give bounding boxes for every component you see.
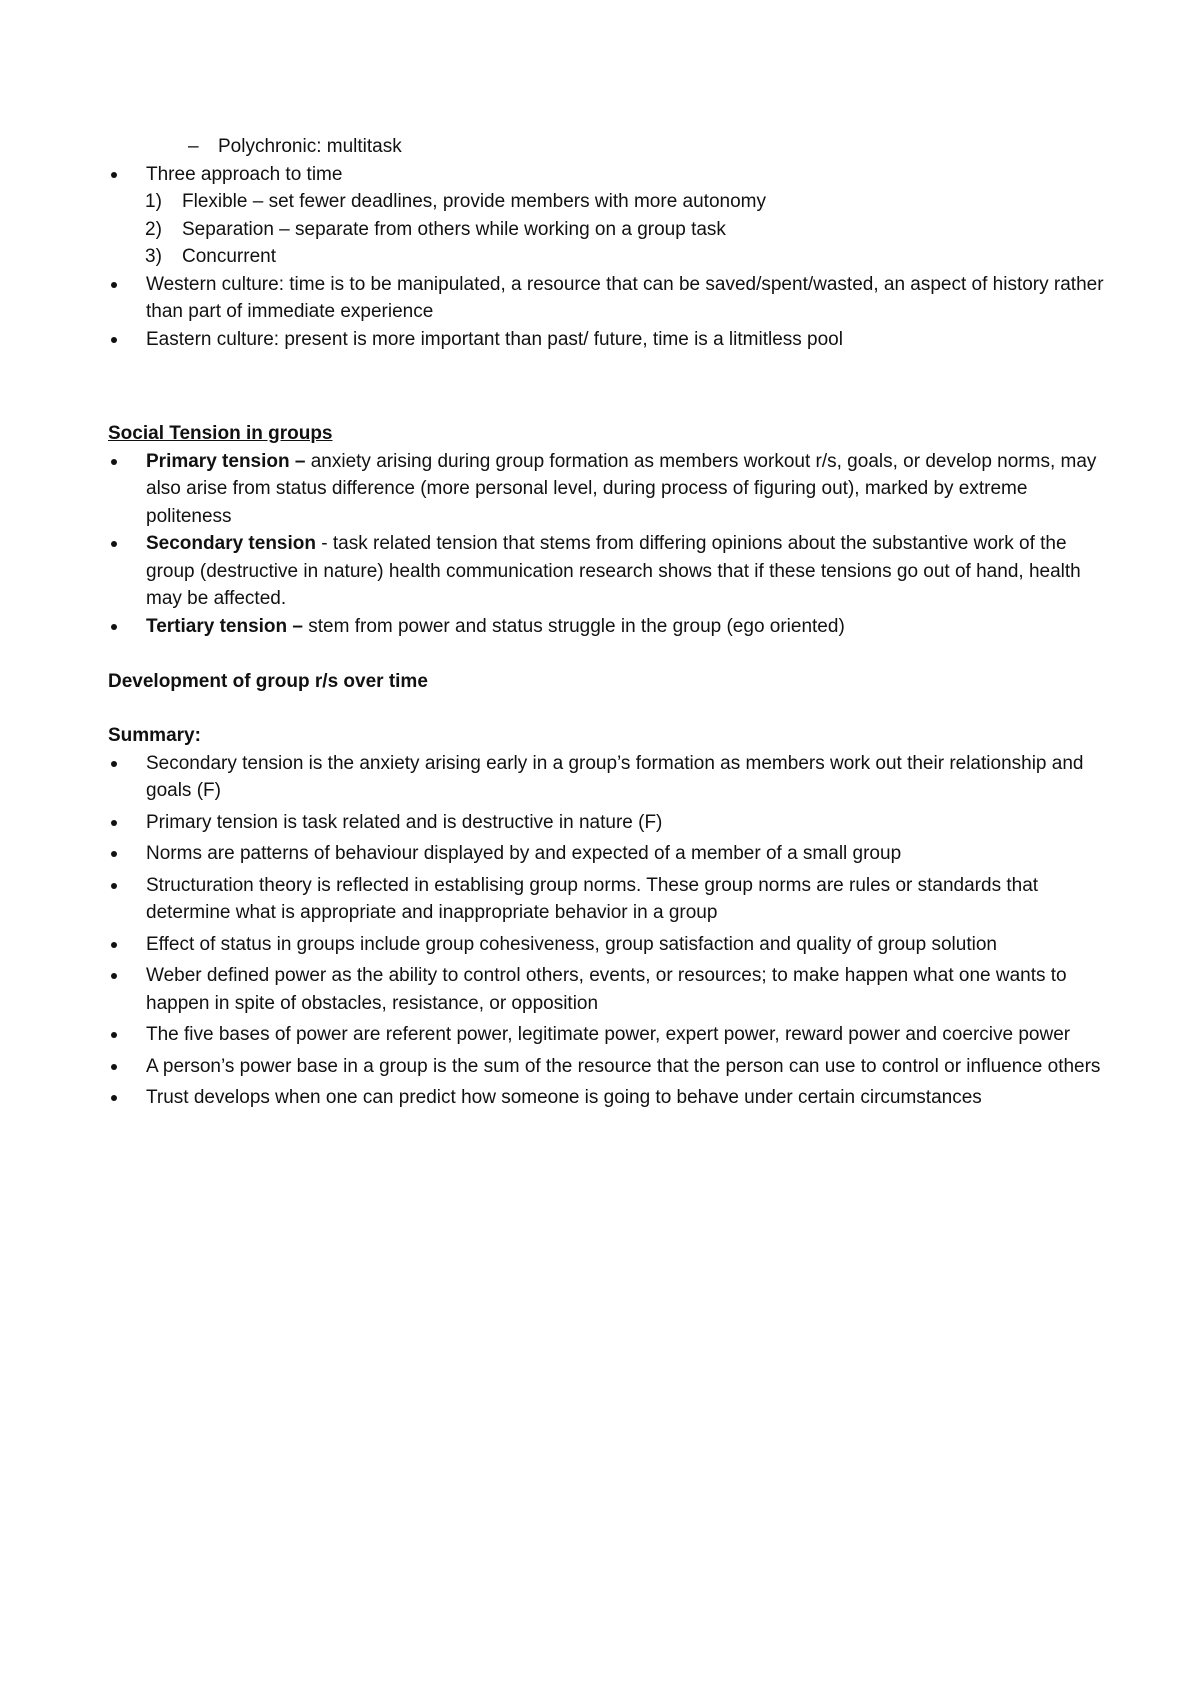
dash-marker: – [188,136,199,157]
approach-item [108,216,1108,244]
list-item [108,530,1108,613]
summary-text: Primary tension is task related and is destructive in nature (F) [146,811,663,833]
approach-number: 1) [145,191,162,212]
summary-text: The five bases of power are referent power, legitimate power, expert power, reward power and coercive power [146,1024,1071,1045]
list-item [108,1021,1108,1049]
list-item [108,962,1108,1017]
summary-text: Secondary tension is the anxiety arising early in a group’s formation as members work out their relationship and goals (F) [146,752,1084,801]
term-primary-tension: Primary tension – [146,450,306,472]
summary-heading: Summary: [108,725,201,746]
approach-text: Separation – separate from others while working on a group task [182,218,726,240]
term-description: - task related tension that stems from differing opinions about the substantive work of the group (destructive in nature) health communication research shows that if these tensions go out of hand, health may be affected. [146,533,1081,609]
polychronic-item [108,133,1108,161]
three-approach-text: Three approach to time [146,163,343,185]
list-item [108,326,1108,354]
approach-text: Flexible – set fewer deadlines, provide members with more autonomy [182,191,766,212]
summary-text: Structuration theory is reflected in establising group norms. These group norms are rules or standards that determine what is appropriate and inappropriate behavior in a group [146,874,1039,923]
summary-text: Norms are patterns of behaviour displayed by and expected of a member of a small group [146,843,902,864]
section-heading: Development of group r/s over time [108,671,428,692]
term-description: anxiety arising during group formation as members workout r/s, goals, or develop norms, may also arise from status difference (more personal level, during process of figuring out), marked by extreme politeness [146,450,1097,527]
polychronic-text: Polychronic: multitask [218,136,402,157]
approach-text: Concurrent [182,246,276,267]
list-item [108,750,1108,805]
list-item [108,840,1108,868]
list-item [108,448,1108,531]
term-secondary-tension: Secondary tension [146,533,316,554]
summary-section [108,722,1108,1116]
social-tension-section [108,420,1108,640]
approach-number: 3) [145,246,162,267]
approach-number: 2) [145,218,162,240]
term-description: stem from power and status struggle in the group (ego oriented) [302,615,845,637]
time-section [108,133,1108,353]
term-tertiary-tension: Tertiary tension – [146,615,303,637]
list-item [108,872,1108,927]
list-item [108,161,1108,189]
section-heading: Social Tension in groups [108,423,333,444]
summary-text: A person’s power base in a group is the sum of the resource that the person can use to control or influence others [146,1055,1101,1077]
approach-item [108,188,1108,216]
list-item [108,931,1108,959]
list-item [108,613,1108,641]
list-item [108,1084,1108,1112]
western-culture-text: Western culture: time is to be manipulated, a resource that can be saved/spent/wasted, an aspect of history rather than part of immediate experience [146,273,1104,322]
summary-text: Weber defined power as the ability to control others, events, or resources; to make happen what one wants to happen in spite of obstacles, resistance, or opposition [146,965,1067,1014]
list-item [108,1053,1108,1081]
list-item [108,809,1108,837]
list-item [108,271,1108,326]
summary-text: Effect of status in groups include group cohesiveness, group satisfaction and quality of group solution [146,933,997,955]
development-section [108,668,1108,696]
approach-item [108,243,1108,271]
summary-text: Trust develops when one can predict how someone is going to behave under certain circumstances [146,1087,982,1108]
eastern-culture-text: Eastern culture: present is more important than past/ future, time is a litmitless pool [146,328,843,350]
